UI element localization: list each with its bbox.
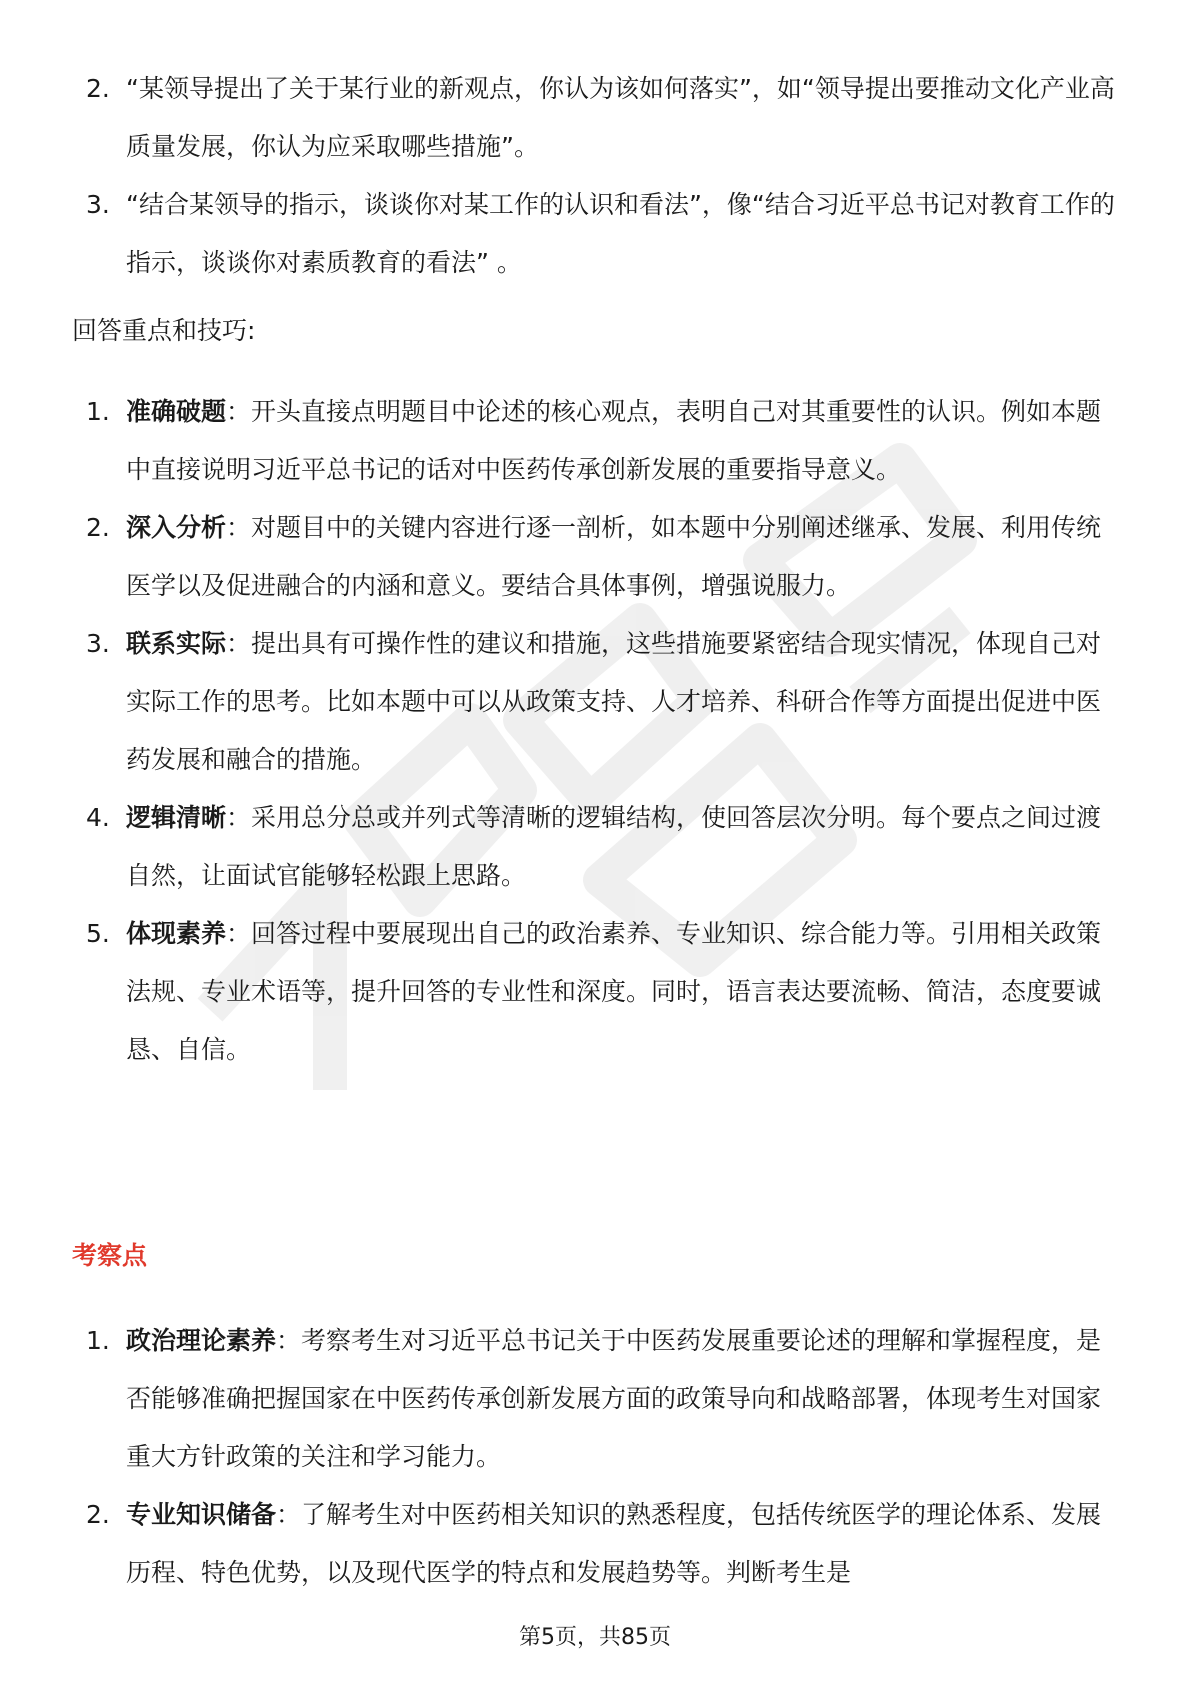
point-text: ：了解考生对中医药相关知识的熟悉程度，包括传统医学的理论体系、发展历程、特色优势，以及现代医学的特点和发展趋势等。判断考生是 — [126, 1500, 1102, 1587]
list-item — [72, 60, 1122, 176]
tip-text: ：采用总分总或并列式等清晰的逻辑结构，使回答层次分明。每个要点之间过渡自然，让面试官能够轻松跟上思路。 — [126, 803, 1102, 890]
tip-title: 准确破题 — [126, 397, 227, 426]
list-item — [72, 789, 1122, 905]
tip-text: ：对题目中的关键内容进行逐一剖析，如本题中分别阐述继承、发展、利用传统医学以及促进融合的内涵和意义。要结合具体事例，增强说服力。 — [126, 513, 1102, 600]
list-text: “某领导提出了关于某行业的新观点，你认为该如何落实”，如“领导提出要推动文化产业高质量发展，你认为应采取哪些措施”。 — [126, 74, 1115, 161]
point-title: 政治理论素养 — [126, 1326, 277, 1355]
section-title: 考察点 — [72, 1241, 148, 1270]
list-number: 3. — [86, 190, 110, 219]
tip-title: 体现素养 — [126, 919, 227, 948]
list-item — [72, 176, 1122, 292]
list-item — [72, 905, 1122, 1079]
list-number: 2. — [86, 74, 110, 103]
point-title: 专业知识储备 — [126, 1500, 277, 1529]
page-footer: 第5页，共85页 — [519, 1625, 671, 1650]
tip-title: 联系实际 — [126, 629, 227, 658]
list-number: 5. — [86, 919, 110, 948]
list-number: 2. — [86, 1500, 110, 1529]
list-item — [72, 499, 1122, 615]
list-number: 2. — [86, 513, 110, 542]
point-text: ：考察考生对习近平总书记关于中医药发展重要论述的理解和掌握程度，是否能够准确把握国家在中医药传承创新发展方面的政策导向和战略部署，体现考生对国家重大方针政策的关注和学习能力。 — [126, 1326, 1102, 1471]
list-number: 3. — [86, 629, 110, 658]
list-item — [72, 1312, 1122, 1486]
list-item — [72, 383, 1122, 499]
list-item — [72, 1486, 1122, 1602]
list-text: “结合某领导的指示，谈谈你对某工作的认识和看法”，像“结合习近平总书记对教育工作的指示，谈谈你对素质教育的看法” 。 — [126, 190, 1115, 277]
tip-text: ：回答过程中要展现出自己的政治素养、专业知识、综合能力等。引用相关政策法规、专业术语等，提升回答的专业性和深度。同时，语言表达要流畅、简洁，态度要诚恳、自信。 — [126, 919, 1102, 1064]
tips-list — [72, 383, 1122, 1079]
tip-title: 深入分析 — [126, 513, 227, 542]
list-number: 4. — [86, 803, 110, 832]
tip-text: ：开头直接点明题目中论述的核心观点，表明自己对其重要性的认识。例如本题中直接说明习近平总书记的话对中医药传承创新发展的重要指导意义。 — [126, 397, 1102, 484]
tips-heading: 回答重点和技巧: — [72, 316, 256, 345]
list-number: 1. — [86, 397, 110, 426]
assessment-points-list — [72, 1312, 1122, 1602]
question-type-list — [72, 60, 1122, 292]
tip-title: 逻辑清晰 — [126, 803, 227, 832]
tip-text: ：提出具有可操作性的建议和措施，这些措施要紧密结合现实情况，体现自己对实际工作的思考。比如本题中可以从政策支持、人才培养、科研合作等方面提出促进中医药发展和融合的措施。 — [126, 629, 1102, 774]
list-item — [72, 615, 1122, 789]
list-number: 1. — [86, 1326, 110, 1355]
